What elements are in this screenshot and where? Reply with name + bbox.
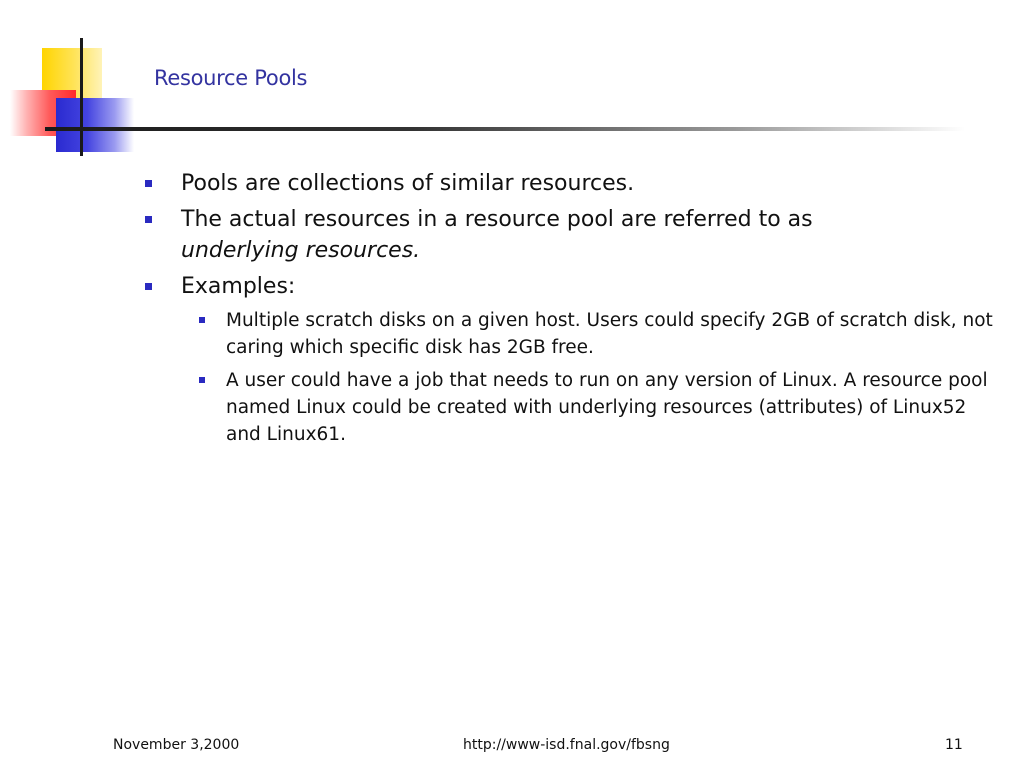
sub-bullet-list bbox=[189, 307, 1005, 448]
footer-date: November 3,2000 bbox=[113, 737, 240, 753]
bullet-text: Pools are collections of similar resources. bbox=[181, 171, 635, 196]
bullet-item bbox=[145, 168, 1005, 199]
logo-vertical-line bbox=[80, 38, 83, 156]
sub-bullet-text: Multiple scratch disks on a given host. Users could specify 2GB of scratch disk, not caring which specific disk has 2GB free. bbox=[226, 310, 993, 358]
square-bullet-icon bbox=[199, 377, 205, 383]
square-bullet-icon bbox=[145, 216, 152, 223]
square-bullet-icon bbox=[199, 317, 205, 323]
slide-title: Resource Pools bbox=[154, 66, 308, 90]
sub-bullet-item bbox=[189, 307, 1005, 361]
bullet-text: Examples: bbox=[181, 274, 296, 299]
sub-bullet-item bbox=[189, 367, 1005, 448]
slide-logo-decoration bbox=[0, 0, 150, 165]
bullet-emphasis-text: underlying resources. bbox=[181, 238, 421, 263]
bullet-item bbox=[145, 271, 1005, 302]
footer-page-number: 11 bbox=[945, 737, 963, 753]
square-bullet-icon bbox=[145, 180, 152, 187]
logo-blue-square bbox=[56, 98, 134, 152]
sub-bullet-text: A user could have a job that needs to run on any version of Linux. A resource pool named Linux could be created with underlying resources (attributes) of Linux52 and Linux61. bbox=[226, 370, 988, 445]
bullet-item bbox=[145, 204, 1005, 266]
footer-url: http://www-isd.fnal.gov/fbsng bbox=[463, 737, 670, 753]
title-underline bbox=[45, 127, 965, 131]
square-bullet-icon bbox=[145, 283, 152, 290]
bullet-text: The actual resources in a resource pool are referred to as bbox=[181, 207, 813, 232]
slide-body bbox=[145, 168, 1005, 454]
